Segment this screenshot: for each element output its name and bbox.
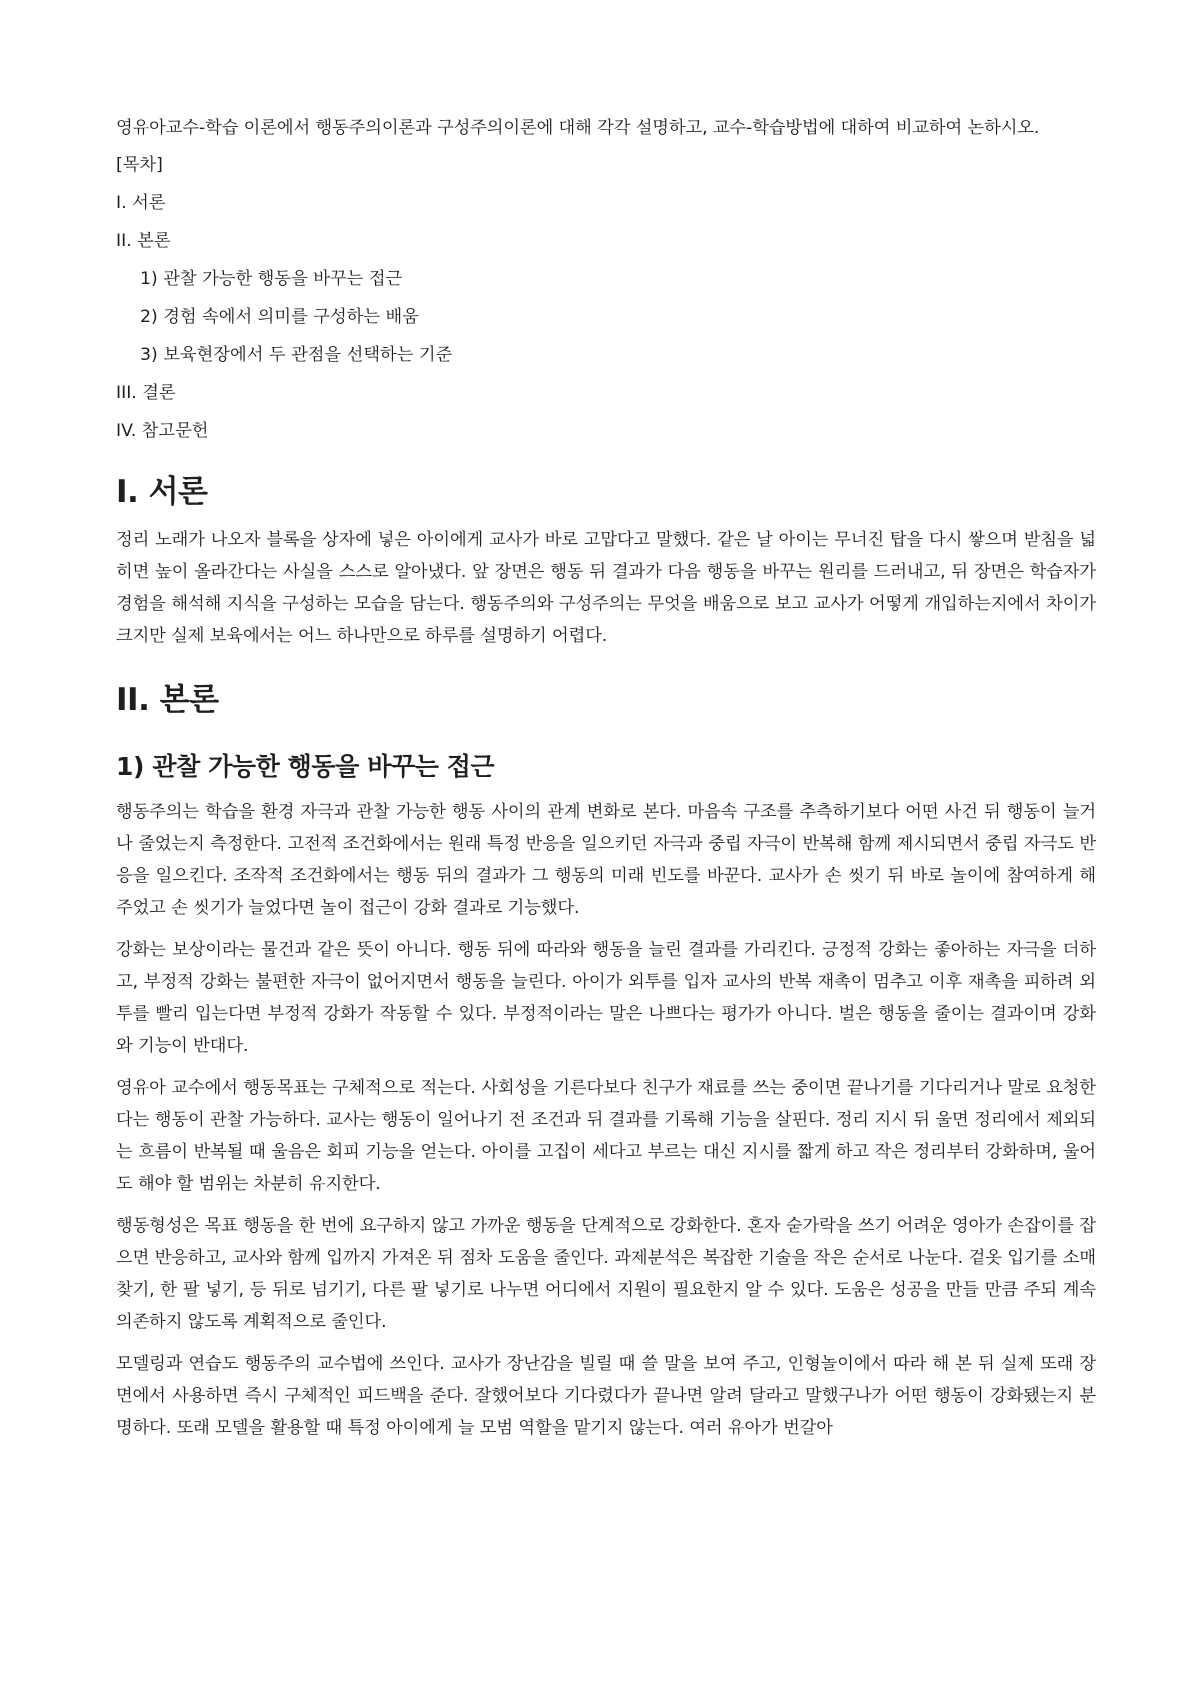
toc-item-body: II. 본론 (116, 231, 171, 251)
toc-item-body-3: 3) 보육현장에서 두 관점을 선택하는 기준 (140, 345, 453, 365)
toc-item-conclusion: III. 결론 (116, 383, 176, 403)
section-1-paragraph: 행동형성은 목표 행동을 한 번에 요구하지 않고 가까운 행동을 단계적으로 강화한다. 혼자 숟가락을 쓰기 어려운 영아가 손잡이를 잡으면 반응하고, 교사와 함께 입까지 가져온 뒤 점차 도움을 줄인다. 과제분석은 복잡한 기술을 작은 순서로 나눈다. 겉옷 입기를 소매 찾기, 한 팔 넣기, 등 뒤로 넘기기, 다른 팔 넣기로 나누면 어디에서 지원이 필요한지 알 수 있다. 도움은 성공을 만들 만큼 주되 계속 의존하지 않도록 계획적으로 줄인다. (116, 1216, 1096, 1332)
toc-item-body-2: 2) 경험 속에서 의미를 구성하는 배움 (140, 307, 419, 327)
toc-item-body-1: 1) 관찰 가능한 행동을 바꾸는 접근 (140, 269, 403, 289)
section-1-paragraph: 영유아 교수에서 행동목표는 구체적으로 적는다. 사회성을 기른다보다 친구가 재료를 쓰는 중이면 끝나기를 기다리거나 말로 요청한다는 행동이 관찰 가능하다. 교사는 행동이 일어나기 전 조건과 뒤 결과를 기록해 기능을 살핀다. 정리 지시 뒤 울면 정리에서 제외되는 흐름이 반복될 때 울음은 회피 기능을 얻는다. 아이를 고집이 세다고 부르는 대신 지시를 짧게 하고 작은 정리부터 강화하며, 울어도 해야 할 범위는 차분히 유지한다. (116, 1078, 1096, 1194)
section-1-paragraph: 행동주의는 학습을 환경 자극과 관찰 가능한 행동 사이의 관계 변화로 본다. 마음속 구조를 추측하기보다 어떤 사건 뒤 행동이 늘거나 줄었는지 측정한다. 고전적 조건화에서는 원래 특정 반응을 일으키던 자극과 중립 자극이 반복해 함께 제시되면서 중립 자극도 반응을 일으킨다. 조작적 조건화에서는 행동 뒤의 결과가 그 행동의 미래 빈도를 바꾼다. 교사가 손 씻기 뒤 바로 놀이에 참여하게 해 주었고 손 씻기가 늘었다면 놀이 접근이 강화 결과로 기능했다. (116, 802, 1096, 918)
intro-paragraph: 정리 노래가 나오자 블록을 상자에 넣은 아이에게 교사가 바로 고맙다고 말했다. 같은 날 아이는 무너진 탑을 다시 쌓으며 받침을 넓히면 높이 올라간다는 사실을 스스로 알아냈다. 앞 장면은 행동 뒤 결과가 다음 행동을 바꾸는 원리를 드러내고, 뒤 장면은 학습자가 경험을 해석해 지식을 구성하는 모습을 담는다. 행동주의와 구성주의는 무엇을 배움으로 보고 교사가 어떻게 개입하는지에서 차이가 크지만 실제 보육에서는 어느 하나만으로 하루를 설명하기 어렵다. (116, 530, 1096, 646)
section-1-paragraph: 모델링과 연습도 행동주의 교수법에 쓰인다. 교사가 장난감을 빌릴 때 쓸 말을 보여 주고, 인형놀이에서 따라 해 본 뒤 실제 또래 장면에서 사용하면 즉시 구체적인 피드백을 준다. 잘했어보다 기다렸다가 끝나면 알려 달라고 말했구나가 어떤 행동이 강화됐는지 분명하다. 또래 모델을 활용할 때 특정 아이에게 늘 모범 역할을 맡기지 않는다. 여러 유아가 번갈아 (116, 1354, 1096, 1438)
assignment-question: 영유아교수-학습 이론에서 행동주의이론과 구성주의이론에 대해 각각 설명하고, 교수-학습방법에 대하여 비교하여 논하시오. (116, 118, 1040, 138)
toc-item-references: IV. 참고문헌 (116, 421, 209, 441)
table-of-contents (116, 152, 1096, 444)
body-heading: II. 본론 (116, 682, 219, 718)
toc-list (116, 190, 1096, 444)
section-1-heading: 1) 관찰 가능한 행동을 바꾸는 접근 (116, 752, 495, 781)
toc-item-intro: I. 서론 (116, 193, 166, 213)
section-1-paragraph: 강화는 보상이라는 물건과 같은 뜻이 아니다. 행동 뒤에 따라와 행동을 늘린 결과를 가리킨다. 긍정적 강화는 좋아하는 자극을 더하고, 부정적 강화는 불편한 자극이 없어지면서 행동을 늘린다. 아이가 외투를 입자 교사의 반복 재촉이 멈추고 이후 재촉을 피하려 외투를 빨리 입는다면 부정적 강화가 작동할 수 있다. 부정적이라는 말은 나쁘다는 평가가 아니다. 벌은 행동을 줄이는 결과이며 강화와 기능이 반대다. (116, 940, 1096, 1056)
intro-heading: I. 서론 (116, 474, 208, 510)
toc-label: [목차] (116, 155, 163, 175)
